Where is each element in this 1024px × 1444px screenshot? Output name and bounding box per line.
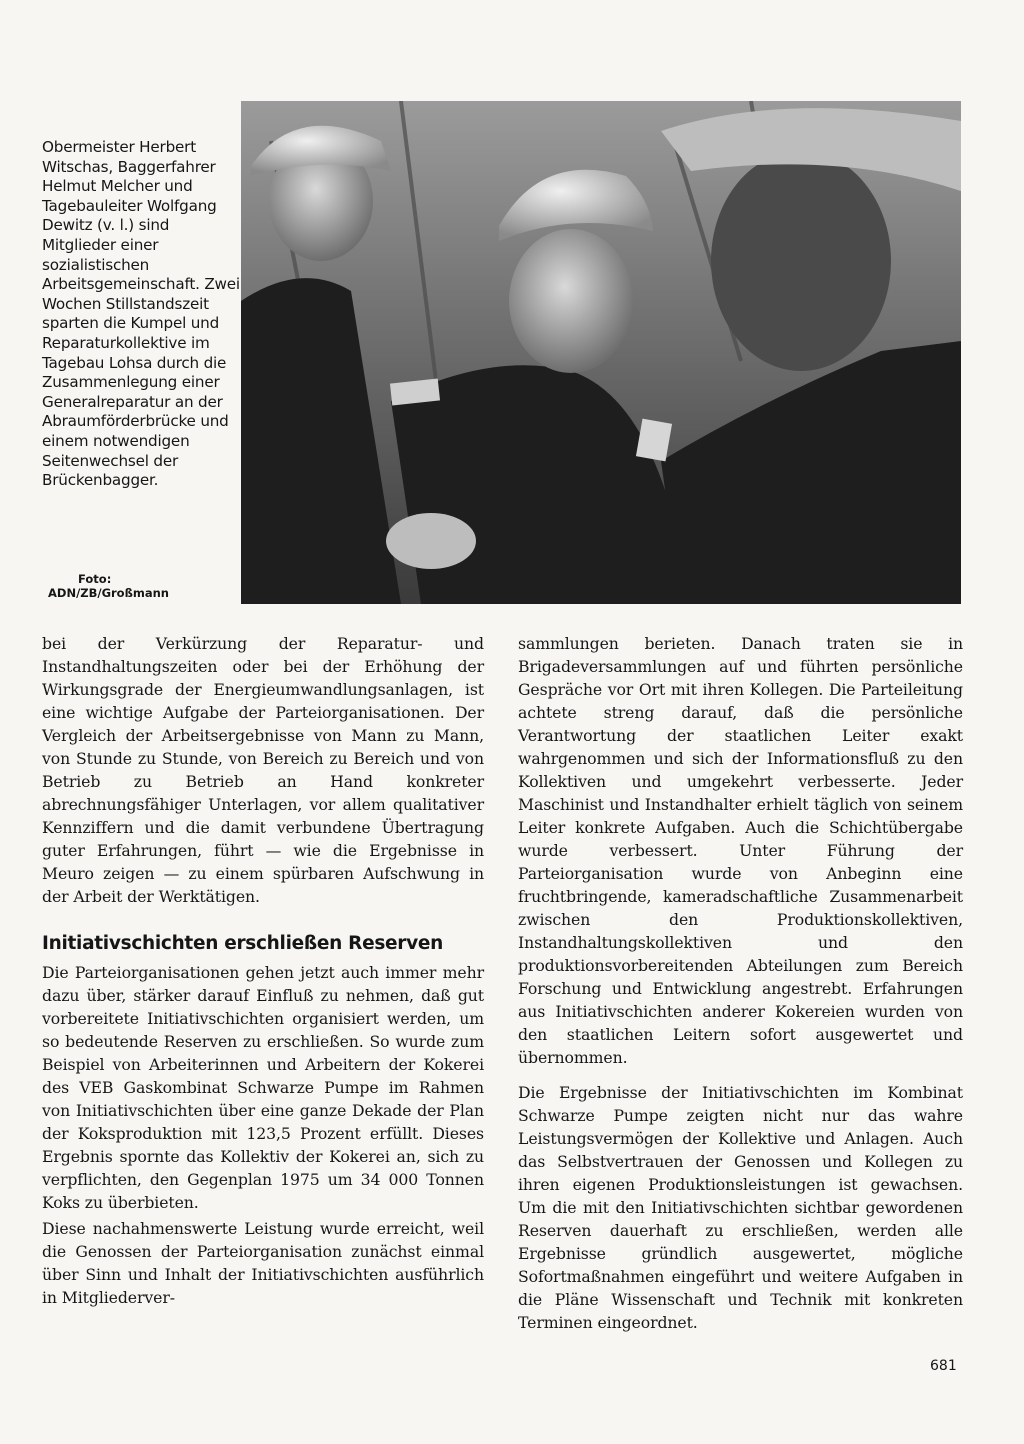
- news-photo-image: [241, 101, 961, 604]
- article-paragraph-3: sammlungen berieten. Danach traten sie in Brigadeversammlungen auf und führten persönliche Gespräche vor Ort mit ihren Kollegen. Die Parteileitung achtete streng darauf, daß die persönliche Verantwortung der staatlichen Leiter exakt wahrgenommen und sich der Informationsfluß zu den Kollektiven und umgekehrt verbesserte. Jeder Maschinist und Instandhalter erhielt täglich von seinem Leiter konkrete Aufgaben. Auch die Schichtübergabe wurde verbessert. Unter Führung der Parteiorganisation wurde von Anbeginn eine fruchtbringende, kameradschaftliche Zusammenarbeit zwischen den Produktionskollektiven, Instandhaltungskollektiven und den produktionsvorbereitenden Abteilungen zum Bereich Forschung und Entwicklung angestrebt. Erfahrungen aus Initiativschichten anderer Kokereien wurden von den staatlichen Leitern sofort ausgewertet und übernommen.: [518, 634, 963, 1067]
- article-paragraph-2: Diese nachahmenswerte Leistung wurde erreicht, weil die Genossen der Parteiorganisation zunächst einmal über Sinn und Inhalt der Initiativschichten ausführlich in Mitgliederver-: [42, 1219, 484, 1307]
- photo-credit-source: ADN/ZB/Großmann: [48, 586, 169, 600]
- photo-caption: Obermeister Herbert Witschas, Baggerfahrer Helmut Melcher und Tagebauleiter Wolfgang Dewitz (v. l.) sind Mitglieder einer sozialistischen Arbeitsgemeinschaft. Zwei Wochen Stillstandszeit sparten die Kumpel und Reparaturkollektive im Tagebau Lohsa durch die Zusammenlegung einer Generalreparatur an der Abraumförderbrücke und einem notwendigen Seitenwechsel der Brückenbagger.: [42, 138, 240, 490]
- article-paragraph-1: Die Parteiorganisationen gehen jetzt auch immer mehr dazu über, stärker darauf Einfluß zu nehmen, daß gut vorbereitete Initiativschichten organisiert werden, um so bedeutende Reserven zu erschließen. So wurde zum Beispiel von Arbeiterinnen und Arbeitern der Kokerei des VEB Gaskombinat Schwarze Pumpe im Rahmen von Initiativschichten über eine ganze Dekade der Plan der Koksproduktion mit 123,5 Prozent erfüllt. Dieses Ergebnis spornte das Kollektiv der Kokerei an, sich zu verpflichten, den Gegenplan 1975 um 34 000 Tonnen Koks zu überbieten.: [42, 963, 484, 1212]
- photo-credit-label: Foto:: [78, 572, 112, 586]
- article-intro-paragraph: bei der Verkürzung der Reparatur- und Instandhaltungszeiten oder bei der Erhöhung der Wirkungsgrade der Energieumwandlungsanlagen, ist eine wichtige Aufgabe der Parteiorganisationen. Der Vergleich der Arbeitsergebnisse von Mann zu Mann, von Stunde zu Stunde, von Bereich zu Bereich und von Betrieb zu Betrieb an Hand konkreter abrechnungsfähiger Unterlagen, vor allem qualitativer Kennziffern und die damit verbundene Übertragung guter Erfahrungen, führt — wie die Ergebnisse in Meuro zeigen — zu einem spürbaren Aufschwung in der Arbeit der Werktätigen.: [42, 634, 484, 906]
- article-paragraph-4: Die Ergebnisse der Initiativschichten im Kombinat Schwarze Pumpe zeigten nicht nur das wahre Leistungsvermögen der Kollektive und Anlagen. Auch das Selbstvertrauen der Genossen und Kollegen zu ihren eigenen Produktionsleistungen ist gewachsen. Um die mit den Initiativschichten sichtbar gewordenen Reserven dauerhaft zu erschließen, werden alle Ergebnisse gründlich ausgewertet, mögliche Sofortmaßnahmen eingeführt und weitere Aufgaben in die Pläne Wissenschaft und Technik mit konkreten Terminen eingeordnet.: [518, 1083, 963, 1332]
- article-column-left: [42, 632, 484, 1309]
- article-column-right: [518, 632, 963, 1334]
- photo-credit: [48, 572, 248, 600]
- page-number: 681: [930, 1358, 957, 1374]
- section-heading: Initiativschichten erschließen Reserven: [42, 933, 444, 954]
- news-photo: [241, 101, 961, 604]
